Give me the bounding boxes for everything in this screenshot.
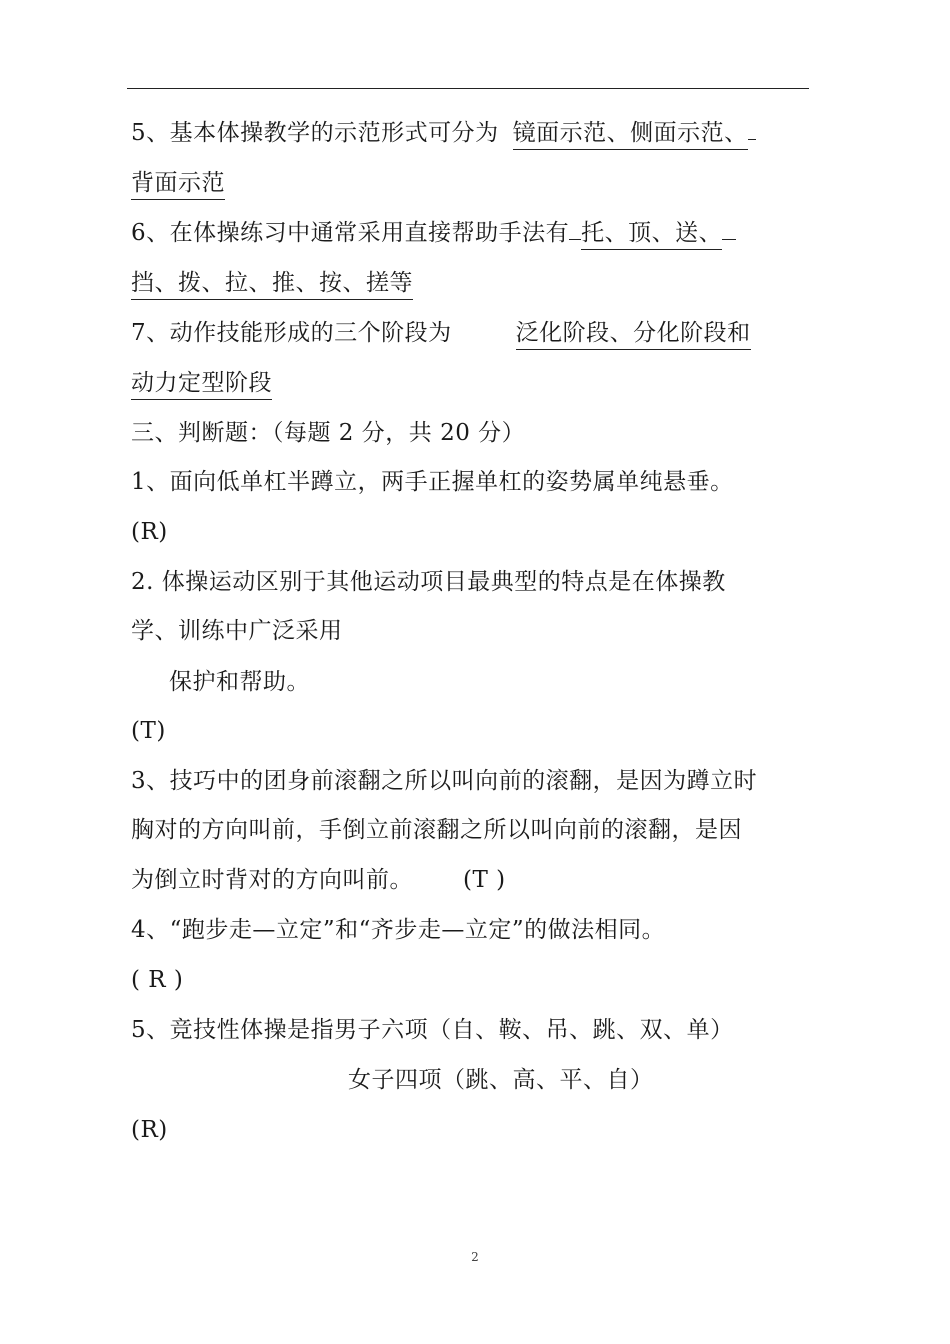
header-rule (127, 88, 809, 89)
question-7-line-1 (131, 318, 751, 348)
section-3-heading: 三、判断题：（每题 2 分，共 20 分） (131, 420, 526, 446)
question-5-line-2 (131, 168, 225, 198)
question-5-answer-part-2: 背面示范 (131, 170, 225, 200)
judgment-5-line-1: 5、竞技性体操是指男子六项（自、鞍、吊、跳、双、单） (131, 1017, 734, 1043)
question-6-prompt: 6、在体操练习中通常采用直接帮助手法有 (131, 220, 570, 246)
judgment-2-line-2: 学、训练中广泛采用 (131, 618, 343, 644)
question-5-answer-part-1: 镜面示范、侧面示范、 (513, 120, 748, 150)
judgment-4-text: 4、“跑步走—立定”和“齐步走—立定”的做法相同。 (131, 917, 666, 943)
question-5-line-1 (131, 118, 756, 148)
judgment-5-answer: (R) (131, 1117, 168, 1143)
judgment-2-answer: (T) (131, 718, 166, 744)
judgment-3-text-end: 为倒立时背对的方向叫前。 (131, 867, 413, 893)
judgment-3-answer: (T ) (463, 867, 506, 893)
judgment-3-line-3 (131, 865, 506, 895)
question-5-prompt: 5、基本体操教学的示范形式可分为 (131, 120, 499, 146)
judgment-1-answer: (R) (131, 519, 168, 545)
question-6-answer-part-2: 挡、拨、拉、推、按、搓等 (131, 270, 413, 300)
question-7-line-2 (131, 368, 272, 398)
question-7-prompt: 7、动作技能形成的三个阶段为 (131, 320, 452, 346)
judgment-3-line-1: 3、技巧中的团身前滚翻之所以叫向前的滚翻，是因为蹲立时 (131, 768, 758, 794)
question-7-answer-part-2: 动力定型阶段 (131, 370, 272, 400)
question-6-answer-part-1: 托、顶、送、 (581, 220, 722, 250)
page-number: 2 (471, 1250, 479, 1264)
question-6-line-2 (131, 268, 413, 298)
judgment-5-line-2: 女子四项（跳、高、平、自） (348, 1067, 654, 1093)
question-7-answer-part-1: 泛化阶段、分化阶段和 (516, 320, 751, 350)
judgment-3-line-2: 胸对的方向叫前，手倒立前滚翻之所以叫向前的滚翻，是因 (131, 817, 742, 843)
judgment-4-answer: ( R ) (131, 967, 184, 993)
question-6-line-1 (131, 218, 736, 248)
judgment-1-text: 1、面向低单杠半蹲立，两手正握单杠的姿势属单纯悬垂。 (131, 469, 734, 495)
judgment-2-line-3: 保护和帮助。 (169, 669, 310, 695)
judgment-2-line-1: 2. 体操运动区别于其他运动项目最典型的特点是在体操教 (131, 569, 726, 595)
